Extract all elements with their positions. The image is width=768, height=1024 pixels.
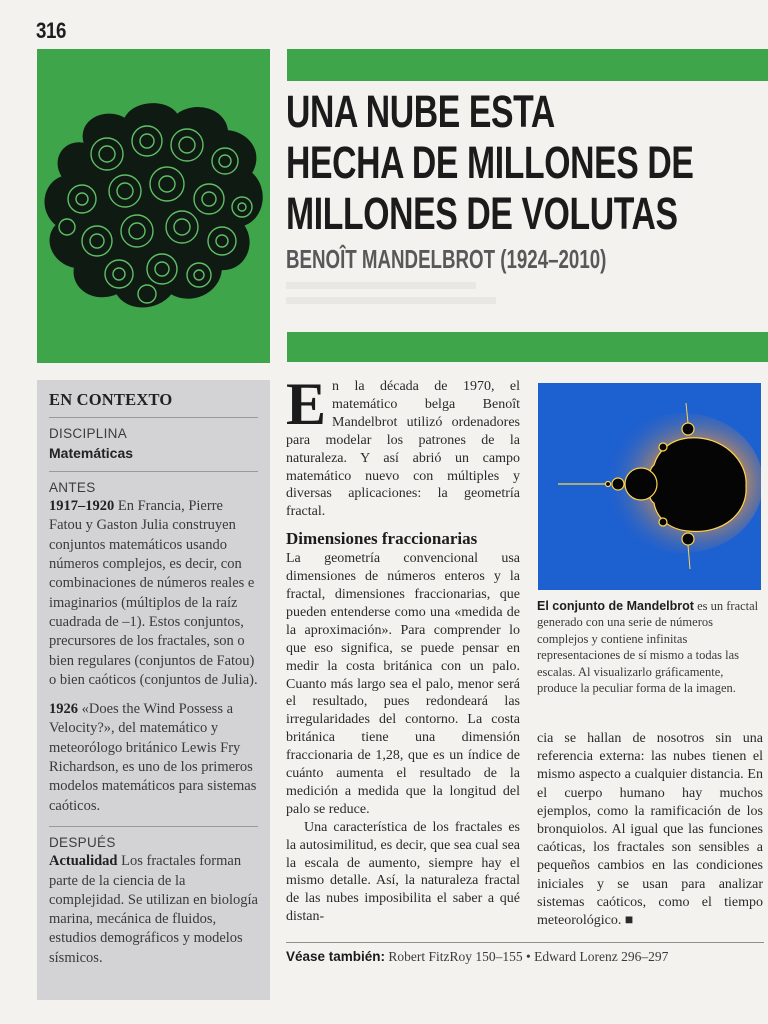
image-caption: [537, 598, 763, 696]
section-subheading: Dimensiones fraccionarias: [286, 529, 478, 549]
see-also-refs: Robert FitzRoy 150–155 • Edward Lorenz 296–297: [385, 949, 669, 964]
see-also-label: Véase también:: [286, 949, 386, 964]
article-title: [286, 86, 694, 239]
title-line: MILLONES DE VOLUTAS: [286, 188, 678, 239]
discipline-value: Matemáticas: [49, 444, 134, 461]
title-line: UNA NUBE ESTA: [286, 86, 555, 137]
context-sidebar: [37, 380, 270, 1000]
divider: [49, 826, 258, 827]
before-label: ANTES: [49, 479, 96, 495]
body-paragraph: cia se hallan de nosotros sin una referencia externa: las nubes tienen el mismo aspecto a cualquier distancia. En el cuerpo humano hay muchos ejemplos, como la ramificación de los bronquiolos. Al igual que las funciones caóticas, los fractales son sensibles a pequeños cambios en las condiciones iniciales y se usan para analizar sistemas caóticos, como el tiempo meteorológico. ■: [537, 731, 763, 929]
title-line: HECHA DE MILLONES DE: [286, 137, 694, 188]
cloud-icon: [37, 49, 270, 363]
context-heading: EN CONTEXTO: [49, 390, 173, 409]
before-entry-text: En Francia, Pierre Fatou y Gaston Julia construyen conjuntos matemáticos usando números complejos, es decir, con combinaciones de números reales e imaginarios (múltiplos de la raíz cuadrada de –1). Estos conjuntos, precursores de los fractales, son o bien regulares (conjuntos de Fatou) o bien caóticos (conjuntos de Julia).: [49, 498, 258, 688]
author-line: BENOÎT MANDELBROT (1924–2010): [286, 244, 607, 274]
caption-title: El conjunto de Mandelbrot: [537, 599, 694, 613]
divider: [49, 417, 258, 418]
title-bottom-bar: [287, 332, 768, 362]
divider: [286, 942, 764, 943]
article-body-column: [286, 371, 520, 926]
discipline-label: DISCIPLINA: [49, 426, 128, 442]
see-also: [286, 949, 764, 965]
article-body-continued: [537, 730, 763, 930]
before-entry-year: 1917–1920: [49, 498, 115, 515]
page-number: 316: [36, 18, 66, 43]
caption-text: es un fractal generado con una serie de números complejos y contiene infinitas representaciones de sí mismo a todas las escalas. Al visualizarlo gráficamente, produce la peculiar forma de la imagen.: [537, 599, 759, 696]
cloud-illustration: [37, 49, 270, 363]
after-entry-year: Actualidad: [49, 853, 118, 870]
intro-text: n la década de 1970, el matemático belga Benoît Mandelbrot utilizó ordenadores para modelar los patrones de la naturaleza. Y así abrió un campo matemático nuevo con múltiples y diversas aplicaciones: la geometría fractal.: [286, 379, 520, 520]
mandelbrot-icon: [538, 383, 761, 590]
before-entry-year: 1926: [49, 701, 78, 718]
before-entry: [49, 700, 258, 816]
before-entry: [49, 497, 258, 690]
body-paragraph: Una característica de los fractales es la autosimilitud, es decir, que sea cual sea la escala de aumento, siempre hay el mismo detalle. Así, la naturaleza fractal de las nubes imposibilita el saber a qué distan-: [286, 819, 520, 925]
before-entry-text: «Does the Wind Possess a Velocity?», del matemático y meteorólogo británico Lewis Fry Richardson, es uno de los primeros modelos matemáticos para sistemas caóticos.: [49, 701, 257, 814]
drop-cap: E: [286, 371, 327, 437]
after-label: DESPUÉS: [49, 834, 116, 850]
after-entry-text: Los fractales forman parte de la ciencia de la complejidad. Se utilizan en biología marina, mecánica de fluidos, estudios demográficos y modelos sísmicos.: [49, 853, 258, 966]
intro-paragraph: [286, 371, 520, 521]
divider: [49, 471, 258, 472]
body-paragraph: La geometría convencional usa dimensiones de números enteros y la fractal, dimensiones fraccionarias, que pueden entenderse como una «medida de la aproximación». Para comprender lo que eso significa, se puede pensar en medir la costa británica con un palo. Cuanto más largo sea el palo, menor será el resultado, pues redondeará las irregularidades del contorno. La costa británica tiene una dimensión fraccionaria de 1,28, que es un índice de cuánto aumenta el resultado de la medición a medida que la longitud del palo se reduce.: [286, 551, 520, 817]
mandelbrot-image: [538, 383, 761, 590]
title-top-bar: [287, 49, 768, 81]
after-entry: [49, 852, 258, 968]
bleed-through-text: [286, 282, 486, 322]
